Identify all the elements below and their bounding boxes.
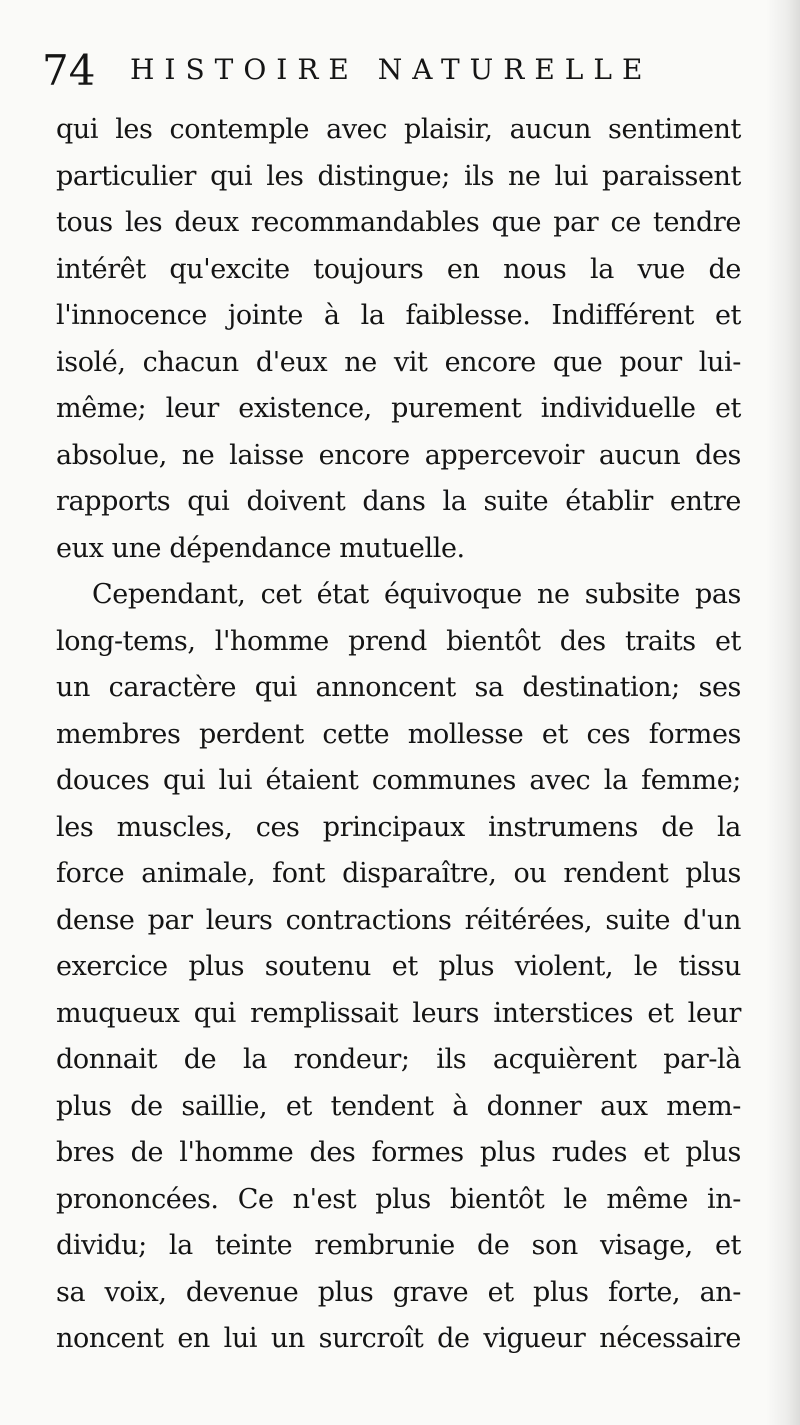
text-line: rapports qui doivent dans la suite établir entre	[56, 486, 741, 517]
text-line: eux une dépendance mutuelle.	[56, 532, 465, 564]
text-line: noncent en lui un surcroît de vigueur nécessaire	[56, 1323, 741, 1354]
page-edge-shadow	[766, 0, 800, 1425]
text-line: isolé, chacun d'eux ne vit encore que pour lui-	[56, 346, 741, 378]
text-line: long-tems, l'homme prend bientôt des traits et	[56, 625, 741, 657]
text-line: un caractère qui annoncent sa destination; ses	[56, 672, 741, 703]
text-line: sa voix, devenue plus grave et plus forte, an-	[56, 1276, 741, 1308]
text-line: intérêt qu'excite toujours en nous la vue de	[56, 253, 741, 285]
page-number: 74	[42, 46, 96, 95]
text-line: prononcées. Ce n'est plus bientôt le même in-	[56, 1183, 741, 1215]
text-line: plus de saillie, et tendent à donner aux mem-	[56, 1090, 741, 1122]
page-header	[42, 46, 742, 96]
text-line: particulier qui les distingue; ils ne lui paraissent	[56, 160, 741, 192]
text-line: qui les contemple avec plaisir, aucun sentiment	[56, 114, 741, 145]
text-line: Cependant, cet état équivoque ne subsite pas	[92, 579, 741, 610]
text-line: douces qui lui étaient communes avec la femme;	[56, 765, 741, 796]
paragraph-continued	[56, 107, 741, 572]
text-line: même; leur existence, purement individuelle et	[56, 393, 741, 424]
text-line: dense par leurs contractions réitérées, suite d'un	[56, 904, 741, 936]
text-line: force animale, font disparaître, ou rendent plus	[56, 858, 741, 889]
text-line: exercice plus soutenu et plus violent, le tissu	[56, 951, 741, 982]
text-line: tous les deux recommandables que par ce tendre	[56, 207, 741, 238]
text-line: muqueux qui remplissait leurs interstices et leur	[56, 997, 741, 1029]
text-line: bres de l'homme des formes plus rudes et plus	[56, 1137, 741, 1168]
text-line: les muscles, ces principaux instrumens de la	[56, 811, 741, 843]
body-text	[56, 107, 741, 1363]
text-line: absolue, ne laisse encore appercevoir aucun des	[56, 439, 741, 471]
running-title: HISTOIRE NATURELLE	[130, 53, 653, 86]
text-line: dividu; la teinte rembrunie de son visage, et	[56, 1230, 741, 1261]
text-line: donnait de la rondeur; ils acquièrent par-là	[56, 1044, 741, 1075]
paragraph-cependant	[56, 572, 741, 1363]
text-line: membres perdent cette mollesse et ces formes	[56, 718, 741, 750]
text-line: l'innocence jointe à la faiblesse. Indifférent et	[56, 300, 741, 331]
